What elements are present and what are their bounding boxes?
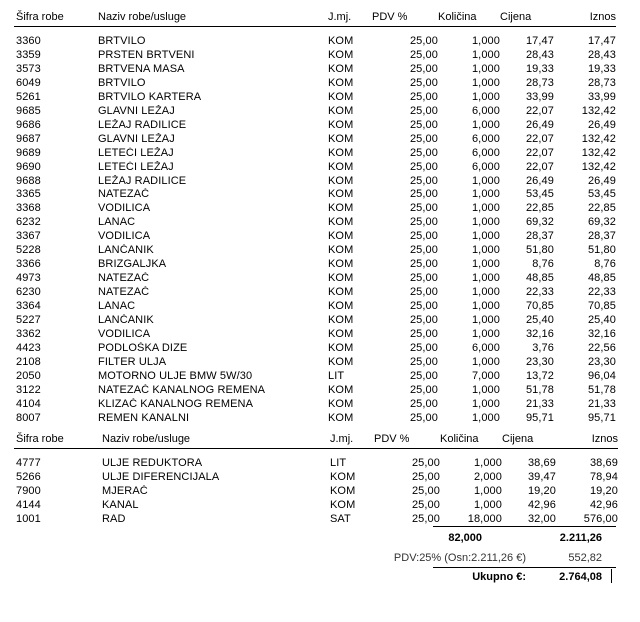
cell-kolicina: 1,000 [471,48,500,61]
table-row [14,147,616,161]
cell-naziv: KANAL [102,498,139,511]
cell-pdv: 25,00 [409,383,438,396]
total-quantity: 82,000 [448,532,482,544]
cell-sifra: 6232 [16,216,41,229]
cell-naziv: MOTORNO ULJE BMW 5W/30 [98,369,253,382]
cell-kolicina: 1,000 [471,188,500,201]
cell-kolicina: 1,000 [471,230,500,243]
cell-jm: KOM [328,258,354,271]
cell-iznos: 78,94 [589,470,618,483]
table-row [14,342,616,356]
table-row [14,119,616,133]
cell-pdv: 25,00 [409,397,438,410]
cell-cijena: 22,07 [525,160,554,173]
cell-iznos: 51,78 [587,383,616,396]
items-table-body [14,27,616,426]
cell-iznos: 42,96 [589,498,618,511]
cell-iznos: 17,47 [587,35,616,47]
cell-jm: KOM [328,355,354,368]
cell-jm: KOM [328,48,354,61]
cell-iznos: 26,49 [587,118,616,131]
cell-naziv: MJERAČ [102,484,148,497]
cell-pdv: 25,00 [409,314,438,327]
cell-kolicina: 1,000 [471,216,500,229]
cell-sifra: 3368 [16,202,41,215]
cell-iznos: 19,20 [589,484,618,497]
cell-cijena: 22,07 [525,146,554,159]
cell-naziv: VODILICA [98,230,151,243]
table-row [14,328,616,342]
table-row [14,513,618,527]
cell-naziv: ULJE REDUKTORA [102,457,203,469]
cell-jm: KOM [328,397,354,410]
cell-kolicina: 1,000 [473,457,502,469]
cell-iznos: 22,85 [587,202,616,215]
header-naziv: Naziv robe/usluge [102,430,330,449]
cell-naziv: GLAVNI LEŽAJ [98,132,175,145]
cell-kolicina: 1,000 [471,383,500,396]
cell-cijena: 33,99 [525,90,554,103]
grand-total-marker [611,569,612,583]
cell-jm: KOM [328,328,354,341]
cell-kolicina: 1,000 [471,314,500,327]
cell-iznos: 51,80 [587,244,616,257]
cell-naziv: KLIZAČ KANALNOG REMENA [98,397,254,410]
cell-iznos: 576,00 [583,512,618,525]
cell-cijena: 48,85 [525,272,554,285]
cell-jm: KOM [328,411,354,424]
cell-naziv: BRTVILO [98,76,146,89]
grand-total-label: Ukupno €: [472,571,526,583]
cell-sifra: 4144 [16,498,41,511]
cell-jm: KOM [330,470,356,483]
cell-jm: KOM [328,314,354,327]
services-table-body [14,449,618,527]
cell-jm: KOM [328,216,354,229]
cell-pdv: 25,00 [409,355,438,368]
cell-iznos: 53,45 [587,188,616,201]
cell-naziv: LEŽAJ RADILICE [98,118,187,131]
cell-iznos: 69,32 [587,216,616,229]
cell-kolicina: 1,000 [471,411,500,424]
table-row [14,370,616,384]
cell-jm: KOM [328,341,354,354]
table-row [14,230,616,244]
subtotal-amount: 2.211,26 [559,532,602,544]
cell-naziv: LANAC [98,216,136,229]
cell-sifra: 5266 [16,470,41,483]
cell-cijena: 8,76 [532,258,554,271]
cell-cijena: 21,33 [525,397,554,410]
cell-pdv: 25,00 [411,484,440,497]
header-iznos: Iznos [556,430,618,449]
cell-naziv: LANČANIK [98,314,154,327]
cell-naziv: LANAC [98,300,136,313]
table-row [14,356,616,370]
cell-jm: KOM [328,383,354,396]
cell-cijena: 26,49 [525,174,554,187]
cell-naziv: BRTVILO [98,35,146,47]
cell-pdv: 25,00 [409,230,438,243]
cell-pdv: 25,00 [411,512,440,525]
cell-cijena: 13,72 [525,369,554,382]
cell-sifra: 3359 [16,48,41,61]
cell-pdv: 25,00 [409,328,438,341]
cell-jm: KOM [328,104,354,117]
cell-sifra: 4777 [16,457,41,469]
cell-sifra: 5227 [16,314,41,327]
cell-jm: KOM [328,244,354,257]
cell-pdv: 25,00 [411,470,440,483]
cell-cijena: 22,33 [525,286,554,299]
table-row [14,216,616,230]
cell-kolicina: 6,000 [471,104,500,117]
cell-iznos: 22,56 [587,341,616,354]
cell-iznos: 8,76 [594,258,616,271]
cell-cijena: 32,00 [527,512,556,525]
cell-jm: SAT [330,512,351,525]
services-table [14,430,618,527]
cell-kolicina: 1,000 [471,258,500,271]
header-kolicina: Količina [438,8,500,27]
cell-cijena: 38,69 [527,457,556,469]
items-table [14,8,616,426]
cell-naziv: LEŽAJ RADILICE [98,174,187,187]
cell-jm: KOM [328,272,354,285]
cell-pdv: 25,00 [409,48,438,61]
table-row [14,49,616,63]
cell-pdv: 25,00 [411,498,440,511]
cell-pdv: 25,00 [409,104,438,117]
table-row [14,202,616,216]
cell-pdv: 25,00 [411,457,440,469]
cell-naziv: BRTVENA MASA [98,62,185,75]
cell-naziv: PODLOŠKA DIZE [98,341,188,354]
cell-jm: KOM [328,230,354,243]
cell-jm: KOM [328,146,354,159]
cell-cijena: 95,71 [525,411,554,424]
header-jm: J.mj. [330,430,374,449]
cell-kolicina: 1,000 [471,118,500,131]
table-row [14,499,618,513]
cell-jm: KOM [328,62,354,75]
table-row [14,286,616,300]
cell-pdv: 25,00 [409,202,438,215]
cell-jm: KOM [328,90,354,103]
cell-jm: KOM [328,188,354,201]
cell-cijena: 22,07 [525,132,554,145]
cell-sifra: 1001 [16,512,41,525]
cell-naziv: LETEĆI LEŽAJ [98,146,174,159]
cell-iznos: 28,43 [587,48,616,61]
cell-kolicina: 6,000 [471,146,500,159]
cell-iznos: 38,69 [589,457,618,469]
cell-iznos: 48,85 [587,272,616,285]
cell-pdv: 25,00 [409,216,438,229]
cell-cijena: 19,33 [525,62,554,75]
cell-jm: KOM [328,300,354,313]
cell-cijena: 17,47 [525,35,554,47]
spacer-row [14,449,618,458]
items-table-header [14,8,616,27]
cell-naziv: GLAVNI LEŽAJ [98,104,175,117]
table-row [14,35,616,49]
cell-cijena: 42,96 [527,498,556,511]
cell-cijena: 22,07 [525,104,554,117]
table-row [14,63,616,77]
cell-cijena: 51,78 [525,383,554,396]
cell-jm: LIT [328,369,345,382]
header-iznos: Iznos [554,8,616,27]
cell-cijena: 28,43 [525,48,554,61]
table-row [14,300,616,314]
cell-pdv: 25,00 [409,286,438,299]
cell-sifra: 9685 [16,104,41,117]
cell-pdv: 25,00 [409,90,438,103]
cell-kolicina: 6,000 [471,341,500,354]
cell-pdv: 25,00 [409,244,438,257]
cell-pdv: 25,00 [409,411,438,424]
cell-jm: KOM [328,160,354,173]
table-row [14,161,616,175]
table-row [14,485,618,499]
cell-iznos: 28,37 [587,230,616,243]
cell-cijena: 53,45 [525,188,554,201]
cell-sifra: 9689 [16,146,41,159]
cell-cijena: 39,47 [527,470,556,483]
cell-jm: KOM [328,76,354,89]
cell-jm: KOM [328,118,354,131]
cell-sifra: 3366 [16,258,41,271]
cell-iznos: 28,73 [587,76,616,89]
cell-naziv: VODILICA [98,328,151,341]
cell-cijena: 51,80 [525,244,554,257]
vat-label: PDV:25% (Osn:2.211,26 €) [393,552,526,564]
table-row [14,258,616,272]
table-row [14,91,616,105]
table-row [14,398,616,412]
cell-sifra: 2108 [16,355,41,368]
cell-cijena: 28,73 [525,76,554,89]
services-table-header [14,430,618,449]
cell-sifra: 3573 [16,62,41,75]
cell-kolicina: 1,000 [471,174,500,187]
cell-kolicina: 1,000 [473,484,502,497]
cell-iznos: 95,71 [587,411,616,424]
cell-pdv: 25,00 [409,35,438,47]
cell-naziv: NATEZAČ KANALNOG REMENA [98,383,266,396]
cell-pdv: 25,00 [409,146,438,159]
cell-sifra: 3360 [16,35,41,47]
cell-kolicina: 6,000 [471,160,500,173]
cell-iznos: 32,16 [587,328,616,341]
cell-pdv: 25,00 [409,341,438,354]
table-row [14,384,616,398]
cell-kolicina: 7,000 [471,369,500,382]
cell-jm: KOM [328,286,354,299]
cell-jm: KOM [328,202,354,215]
cell-sifra: 9688 [16,174,41,187]
cell-sifra: 6049 [16,76,41,89]
cell-naziv: LANČANIK [98,244,154,257]
cell-iznos: 25,40 [587,314,616,327]
cell-sifra: 8007 [16,411,41,424]
cell-iznos: 132,42 [581,160,616,173]
cell-naziv: NATEZAČ [98,286,150,299]
cell-kolicina: 1,000 [471,62,500,75]
cell-iznos: 132,42 [581,132,616,145]
cell-sifra: 4104 [16,397,41,410]
cell-cijena: 23,30 [525,355,554,368]
cell-naziv: REMEN KANALNI [98,411,190,424]
table-row [14,105,616,119]
cell-sifra: 5261 [16,90,41,103]
table-row [14,175,616,189]
cell-naziv: LETEĆI LEŽAJ [98,160,174,173]
cell-sifra: 4973 [16,272,41,285]
cell-naziv: NATEZAČ [98,272,150,285]
header-naziv: Naziv robe/usluge [98,8,328,27]
cell-cijena: 25,40 [525,314,554,327]
cell-iznos: 132,42 [581,146,616,159]
cell-kolicina: 1,000 [471,300,500,313]
vat-amount: 552,82 [568,552,602,564]
cell-sifra: 4423 [16,341,41,354]
cell-pdv: 25,00 [409,174,438,187]
cell-pdv: 25,00 [409,132,438,145]
cell-naziv: PRSTEN BRTVENI [98,48,195,61]
cell-sifra: 9690 [16,160,41,173]
header-kolicina: Količina [440,430,502,449]
cell-kolicina: 2,000 [473,470,502,483]
cell-jm: LIT [330,457,347,469]
cell-jm: KOM [328,174,354,187]
cell-iznos: 19,33 [587,62,616,75]
cell-pdv: 25,00 [409,272,438,285]
cell-iznos: 132,42 [581,104,616,117]
table-row [14,272,616,286]
cell-kolicina: 6,000 [471,132,500,145]
header-pdv: PDV % [372,8,438,27]
cell-pdv: 25,00 [409,188,438,201]
table-row [14,244,616,258]
cell-naziv: BRIZGALJKA [98,258,167,271]
cell-kolicina: 1,000 [471,244,500,257]
cell-cijena: 32,16 [525,328,554,341]
cell-jm: KOM [330,498,356,511]
cell-iznos: 22,33 [587,286,616,299]
cell-sifra: 2050 [16,369,41,382]
cell-cijena: 19,20 [527,484,556,497]
cell-iznos: 70,85 [587,300,616,313]
cell-pdv: 25,00 [409,300,438,313]
header-jm: J.mj. [328,8,372,27]
cell-sifra: 3122 [16,383,41,396]
table-row [14,457,618,471]
cell-iznos: 23,30 [587,355,616,368]
cell-cijena: 26,49 [525,118,554,131]
cell-sifra: 9687 [16,132,41,145]
cell-naziv: ULJE DIFERENCIJALA [102,470,220,483]
cell-cijena: 28,37 [525,230,554,243]
cell-jm: KOM [328,132,354,145]
table-row [14,314,616,328]
grand-total-amount: 2.764,08 [559,571,602,583]
cell-sifra: 3364 [16,300,41,313]
cell-kolicina: 1,000 [471,355,500,368]
summary-divider [433,526,616,527]
header-sifra: Šifra robe [14,430,102,449]
cell-naziv: VODILICA [98,202,151,215]
cell-iznos: 96,04 [587,369,616,382]
spacer-row [14,27,616,36]
cell-sifra: 3367 [16,230,41,243]
cell-cijena: 3,76 [532,341,554,354]
cell-sifra: 9686 [16,118,41,131]
cell-sifra: 7900 [16,484,41,497]
cell-jm: KOM [328,35,354,47]
cell-kolicina: 1,000 [471,272,500,285]
cell-iznos: 33,99 [587,90,616,103]
cell-pdv: 25,00 [409,160,438,173]
cell-kolicina: 1,000 [471,328,500,341]
cell-cijena: 70,85 [525,300,554,313]
cell-jm: KOM [330,484,356,497]
cell-kolicina: 1,000 [471,76,500,89]
cell-kolicina: 1,000 [471,397,500,410]
total-divider [433,567,616,568]
cell-sifra: 5228 [16,244,41,257]
cell-kolicina: 18,000 [467,512,502,525]
cell-naziv: NATEZAČ [98,188,150,201]
cell-iznos: 26,49 [587,174,616,187]
cell-sifra: 3365 [16,188,41,201]
table-row [14,77,616,91]
header-cijena: Cijena [500,8,554,27]
cell-kolicina: 1,000 [473,498,502,511]
cell-sifra: 6230 [16,286,41,299]
cell-pdv: 25,00 [409,62,438,75]
table-row [14,188,616,202]
table-row [14,133,616,147]
cell-pdv: 25,00 [409,118,438,131]
cell-pdv: 25,00 [409,258,438,271]
cell-iznos: 21,33 [587,397,616,410]
table-row [14,471,618,485]
cell-naziv: BRTVILO KARTERA [98,90,202,103]
cell-kolicina: 1,000 [471,202,500,215]
cell-kolicina: 1,000 [471,286,500,299]
header-pdv: PDV % [374,430,440,449]
table-row [14,412,616,426]
cell-pdv: 25,00 [409,76,438,89]
cell-naziv: FILTER ULJA [98,355,167,368]
header-cijena: Cijena [502,430,556,449]
header-sifra: Šifra robe [14,8,98,27]
cell-cijena: 22,85 [525,202,554,215]
cell-kolicina: 1,000 [471,90,500,103]
cell-naziv: RAD [102,512,126,525]
cell-kolicina: 1,000 [471,35,500,47]
cell-pdv: 25,00 [409,369,438,382]
cell-sifra: 3362 [16,328,41,341]
cell-cijena: 69,32 [525,216,554,229]
